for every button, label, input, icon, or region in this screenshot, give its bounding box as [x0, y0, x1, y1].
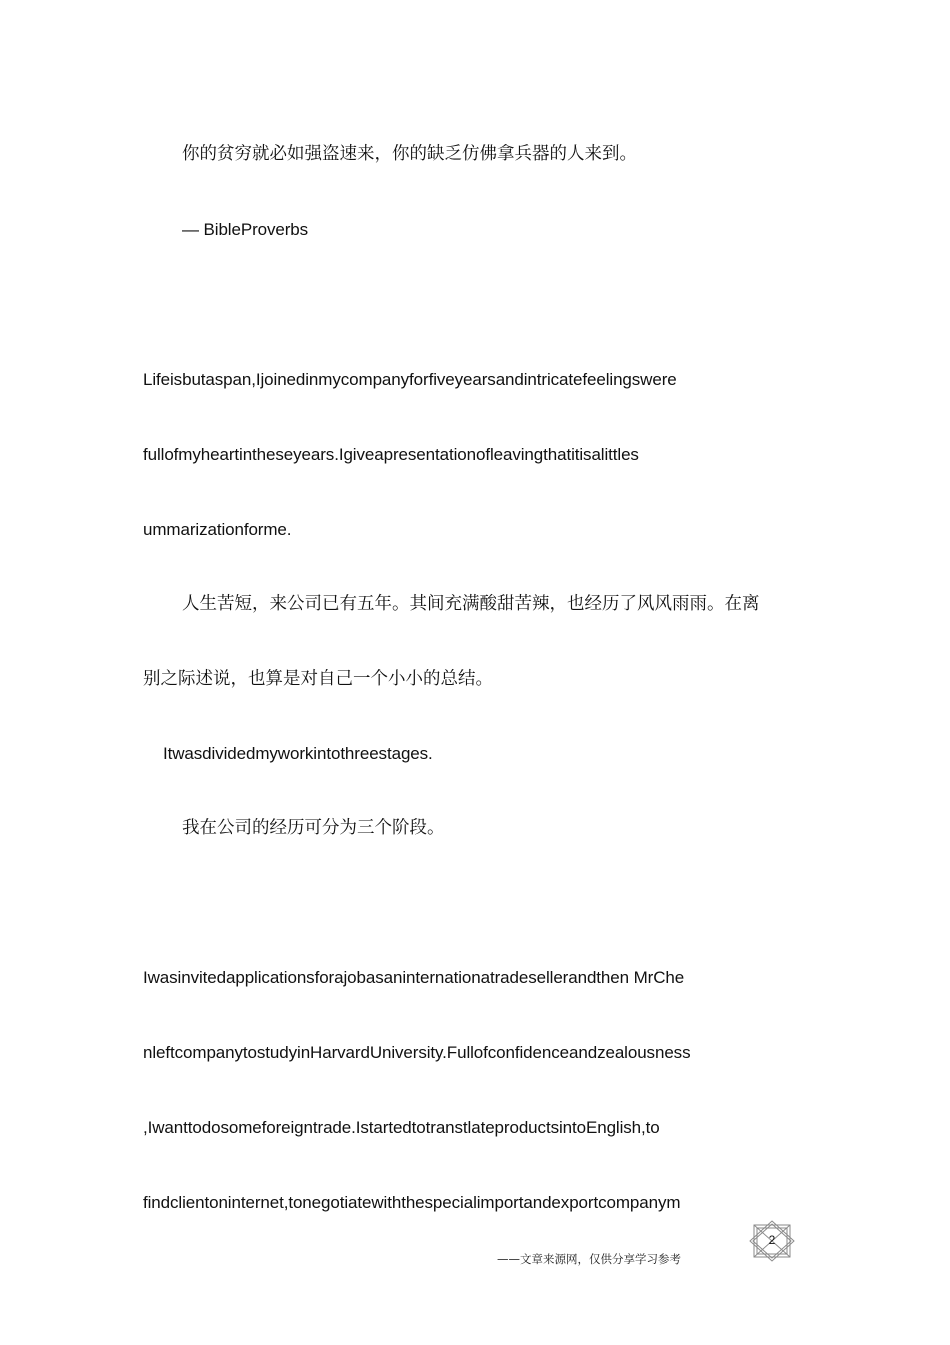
- paragraph-line: 我在公司的经历可分为三个阶段。: [182, 818, 445, 838]
- paragraph-line: ,Iwanttodosomeforeigntrade.IstartedtotranstlateproductsintoEnglish,to: [143, 1118, 660, 1137]
- paragraph-line: Iwasinvitedapplicationsforajobasaninternationatradesellerandthen MrChe: [143, 968, 685, 987]
- page-number: 2: [768, 1233, 776, 1247]
- paragraph-line: 别之际述说，也算是对自己一个小小的总结。: [143, 669, 493, 689]
- paragraph-line: fullofmyheartintheseyears.Igiveapresentationofleavingthatitisalittles: [143, 445, 639, 464]
- page-number-badge: [748, 1220, 796, 1262]
- paragraph-line: Lifeisbutaspan,Ijoinedinmycompanyforfiveyearsandintricatefeelingswere: [143, 370, 677, 389]
- quote-line: 你的贫穷就必如强盗速来，你的缺乏仿佛拿兵器的人来到。: [182, 144, 637, 164]
- paragraph-line: findclientoninternet,tonegotiatewiththespecialimportandexportcompanym: [143, 1193, 681, 1212]
- footer-source-note: ——文章来源网，仅供分享学习参考: [497, 1252, 681, 1266]
- paragraph-line: 人生苦短，来公司已有五年。其间充满酸甜苦辣，也经历了风风雨雨。在离: [182, 594, 760, 614]
- paragraph-line: ummarizationforme.: [143, 520, 292, 539]
- paragraph-line: nleftcompanytostudyinHarvardUniversity.Fullofconfidenceandzealousness: [143, 1043, 691, 1062]
- paragraph-line: Itwasdividedmyworkintothreestages.: [163, 744, 433, 763]
- quote-attribution: — BibleProverbs: [182, 220, 309, 239]
